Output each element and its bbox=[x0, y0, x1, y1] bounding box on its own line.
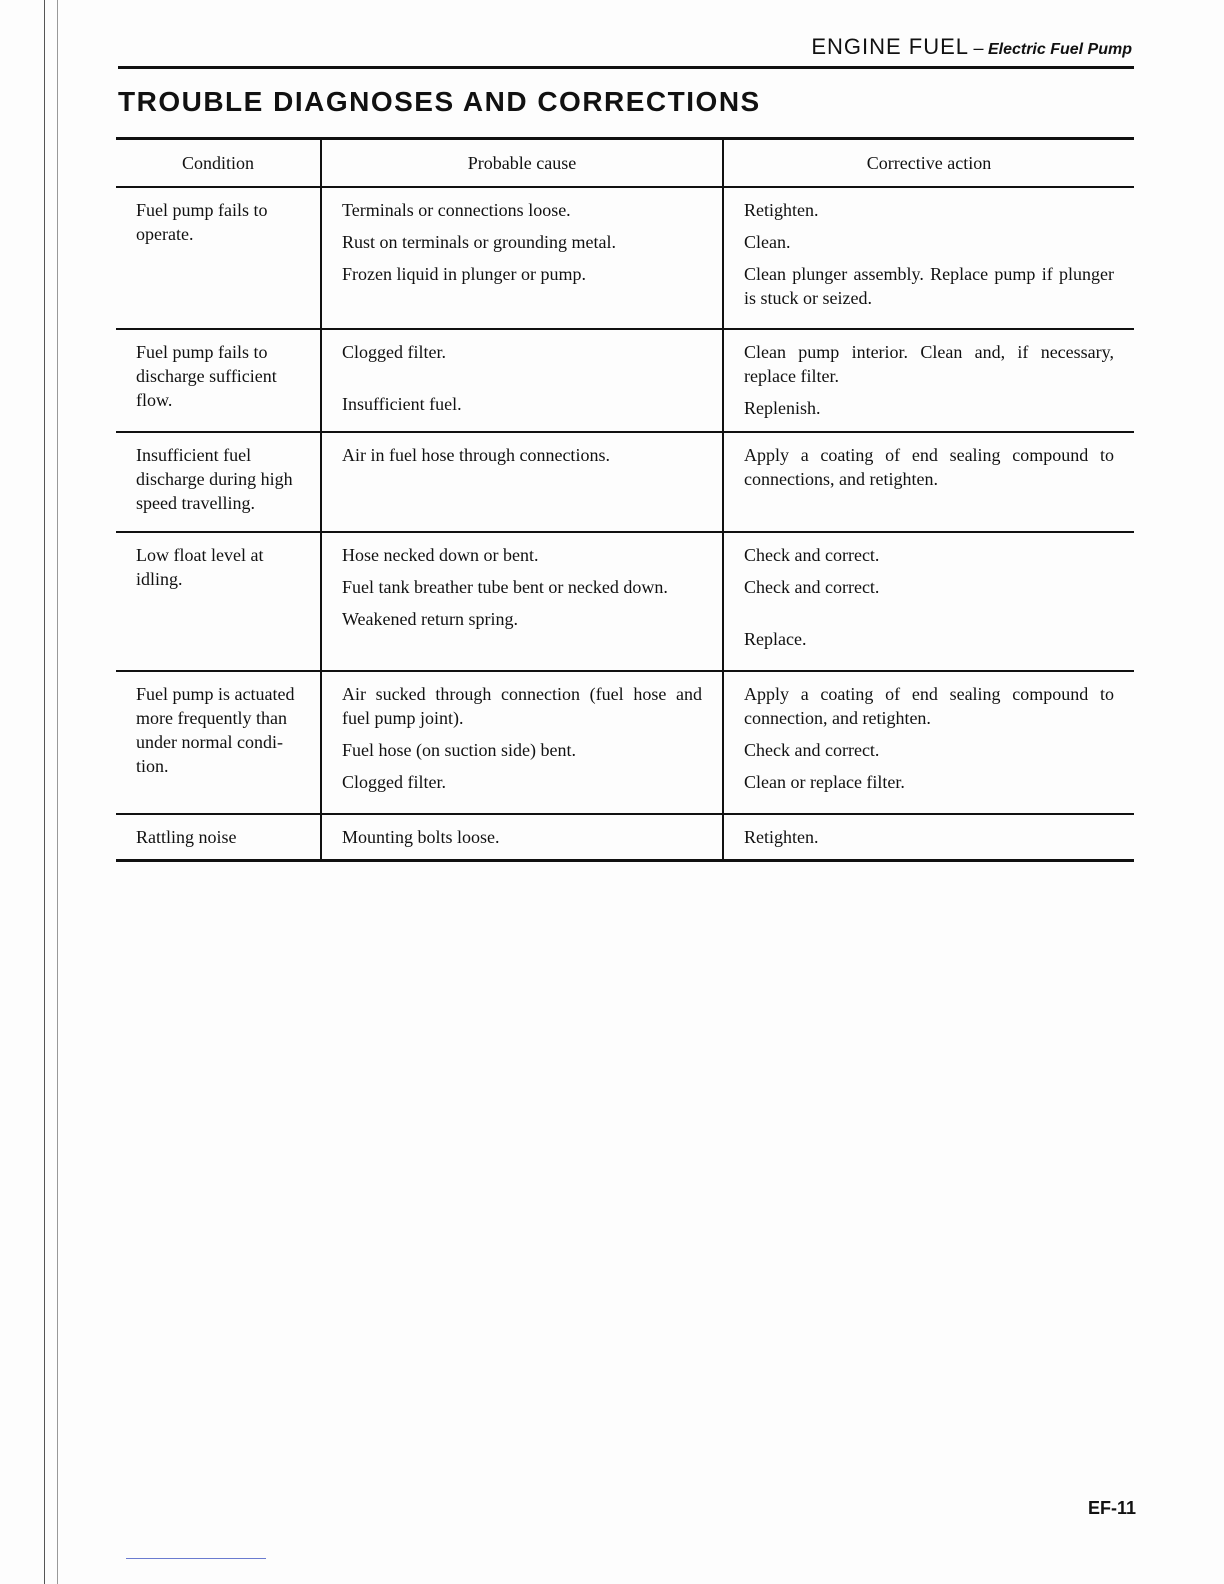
cause-text: Fuel tank breather tube bent or necked down. bbox=[342, 577, 668, 597]
condition-cell bbox=[116, 671, 321, 814]
cause-text: Mounting bolts loose. bbox=[342, 827, 500, 847]
table-row bbox=[116, 532, 1134, 671]
column-header-probable-cause: Probable cause bbox=[321, 139, 723, 188]
action-text: Check and correct. bbox=[744, 545, 880, 565]
action-text: Clean or replace filter. bbox=[744, 772, 905, 792]
action-text: Check and correct. bbox=[744, 577, 880, 597]
header-section: ENGINE FUEL bbox=[811, 34, 970, 59]
action-cell bbox=[723, 432, 1134, 532]
header-separator: – bbox=[973, 38, 984, 58]
header-subsection: Electric Fuel Pump bbox=[987, 41, 1132, 58]
binding-edge-line bbox=[44, 0, 45, 1584]
condition-text: Insufficient fuel discharge during high speed travelling. bbox=[136, 445, 293, 513]
column-header-condition: Condition bbox=[116, 139, 321, 188]
page-title: TROUBLE DIAGNOSES AND CORRECTIONS bbox=[118, 86, 761, 117]
condition-text: Fuel pump is actuated more frequently than under normal condi-tion. bbox=[136, 684, 295, 776]
cause-cell bbox=[321, 329, 723, 432]
cause-cell bbox=[321, 671, 723, 814]
table-row bbox=[116, 432, 1134, 532]
cause-text: Hose necked down or bent. bbox=[342, 545, 539, 565]
condition-cell bbox=[116, 329, 321, 432]
trouble-table bbox=[116, 137, 1134, 862]
condition-text: Fuel pump fails to operate. bbox=[136, 200, 268, 244]
action-cell bbox=[723, 187, 1134, 329]
condition-text: Low float level at idling. bbox=[136, 545, 264, 589]
page-number: EF-11 bbox=[1087, 1498, 1136, 1518]
running-header bbox=[811, 34, 1132, 60]
table-row bbox=[116, 671, 1134, 814]
action-cell bbox=[723, 814, 1134, 861]
table-row bbox=[116, 329, 1134, 432]
action-text: Check and correct. bbox=[744, 740, 880, 760]
cause-text: Rust on terminals or grounding metal. bbox=[342, 232, 616, 252]
cause-text: Terminals or connections loose. bbox=[342, 200, 571, 220]
footer-rule bbox=[126, 1558, 266, 1559]
header-rule bbox=[118, 66, 1134, 69]
cause-text: Fuel hose (on suction side) bent. bbox=[342, 740, 576, 760]
cause-text: Insufficient fuel. bbox=[342, 394, 462, 414]
binding-edge-line bbox=[57, 0, 58, 1584]
condition-text: Fuel pump fails to discharge sufficient flow. bbox=[136, 342, 277, 410]
table-row bbox=[116, 187, 1134, 329]
cause-cell bbox=[321, 432, 723, 532]
action-text: Apply a coating of end sealing compound to connections, and retighten. bbox=[744, 445, 1114, 489]
cause-text: Weakened return spring. bbox=[342, 609, 518, 629]
cause-text: Clogged filter. bbox=[342, 772, 446, 792]
condition-cell bbox=[116, 432, 321, 532]
cause-text: Air in fuel hose through connections. bbox=[342, 445, 610, 465]
action-text: Retighten. bbox=[744, 200, 819, 220]
cause-cell bbox=[321, 187, 723, 329]
action-cell bbox=[723, 532, 1134, 671]
action-cell bbox=[723, 671, 1134, 814]
action-text: Retighten. bbox=[744, 827, 819, 847]
condition-text: Rattling noise bbox=[136, 827, 237, 847]
column-header-corrective-action: Corrective action bbox=[723, 139, 1134, 188]
action-cell bbox=[723, 329, 1134, 432]
table-row bbox=[116, 814, 1134, 861]
condition-cell bbox=[116, 187, 321, 329]
cause-text: Clogged filter. bbox=[342, 342, 446, 362]
action-text: Replace. bbox=[744, 629, 807, 649]
cause-text: Frozen liquid in plunger or pump. bbox=[342, 264, 586, 284]
condition-cell bbox=[116, 814, 321, 861]
action-text: Clean. bbox=[744, 232, 791, 252]
action-text: Clean plunger assembly. Replace pump if plunger is stuck or seized. bbox=[744, 264, 1114, 308]
action-text: Clean pump interior. Clean and, if necessary, replace filter. bbox=[744, 342, 1114, 386]
cause-text: Air sucked through connection (fuel hose and fuel pump joint). bbox=[342, 684, 702, 728]
table-header-row bbox=[116, 139, 1134, 188]
condition-cell bbox=[116, 532, 321, 671]
action-text: Replenish. bbox=[744, 398, 821, 418]
action-text: Apply a coating of end sealing compound to connection, and retighten. bbox=[744, 684, 1114, 728]
cause-cell bbox=[321, 814, 723, 861]
cause-cell bbox=[321, 532, 723, 671]
